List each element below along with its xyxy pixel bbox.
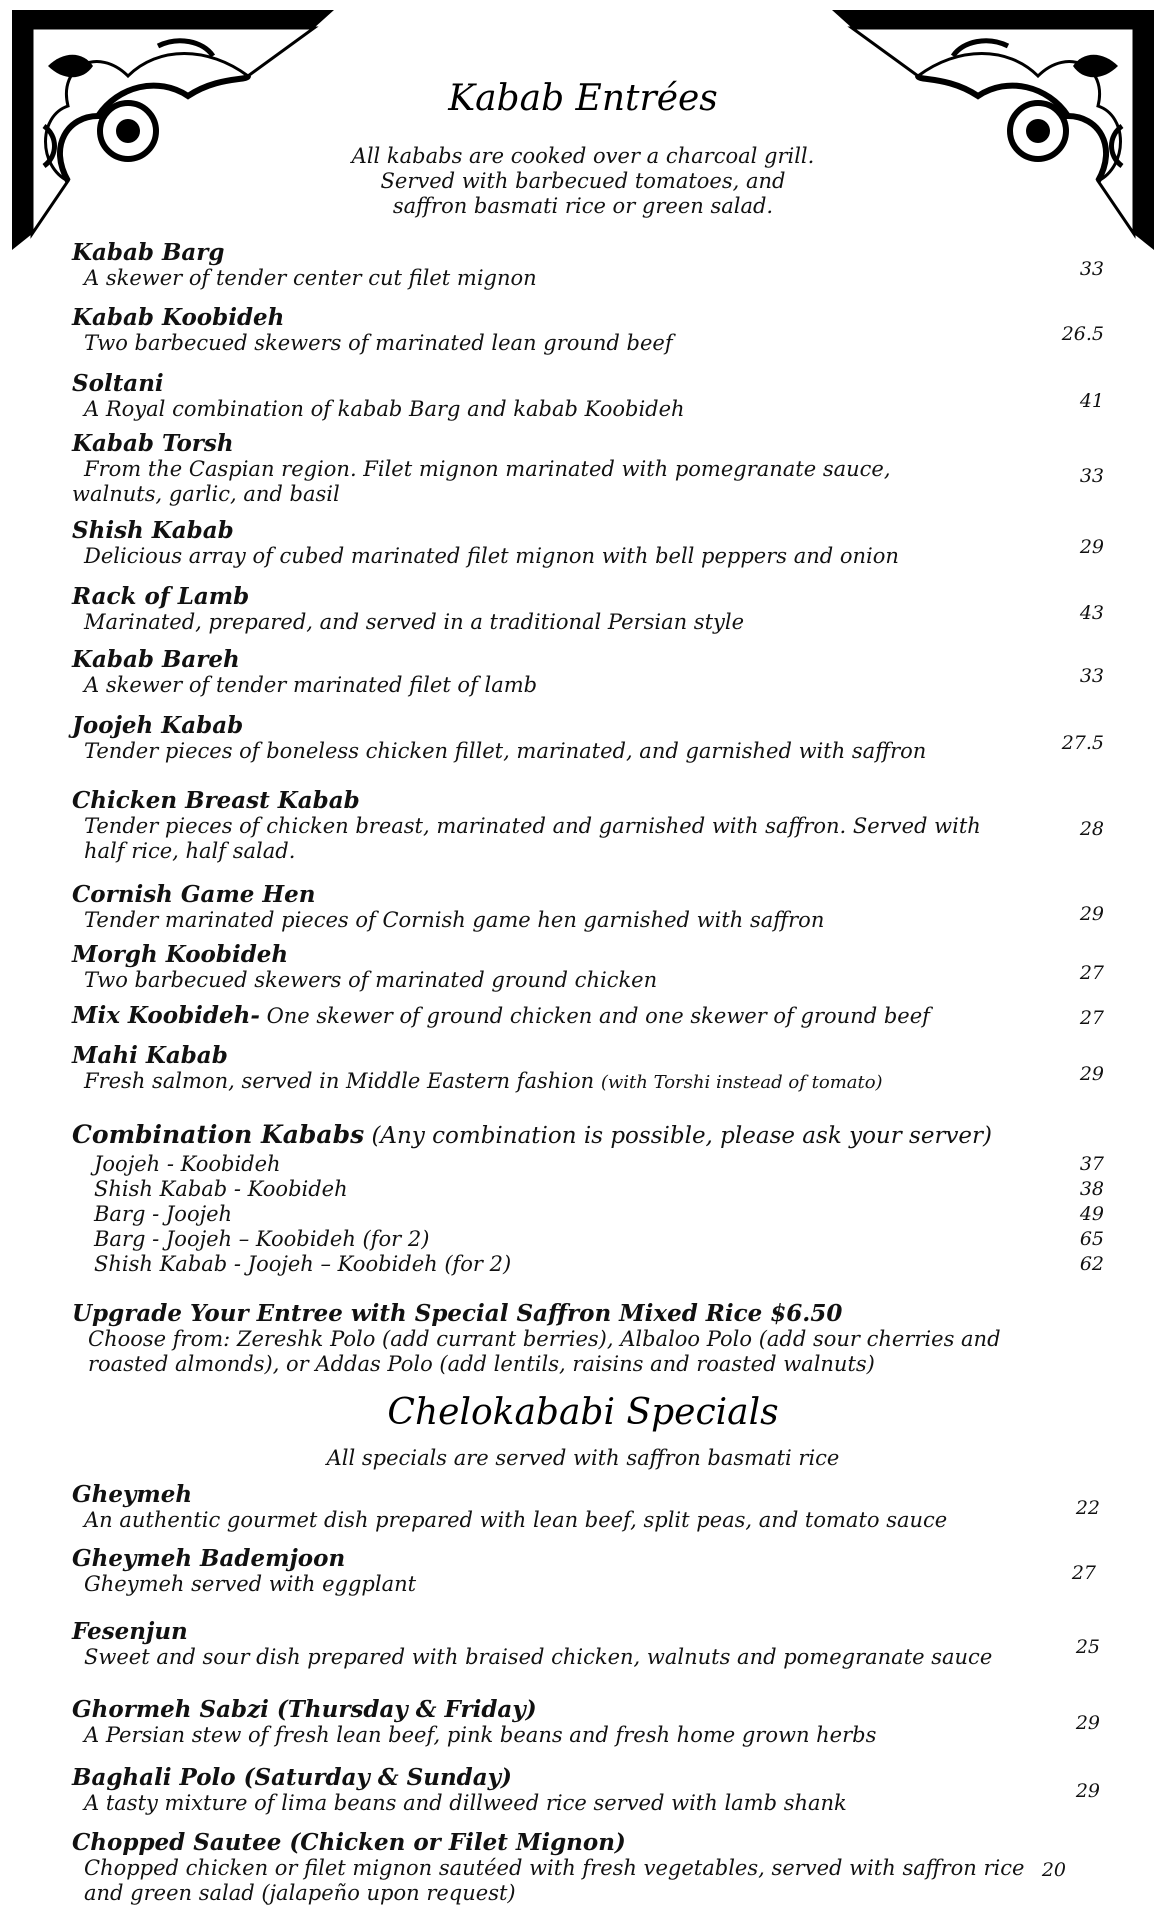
combination-label: Barg - Joojeh bbox=[94, 1202, 233, 1226]
kabab-section-title: Kabab Entrées bbox=[448, 78, 718, 119]
menu-item-mahi-kabab bbox=[72, 1043, 1092, 1095]
upgrade-rice-note bbox=[72, 1301, 1082, 1377]
menu-item-kabab-koobideh bbox=[72, 305, 1092, 356]
item-description: Chopped chicken or filet mignon sautéed with fresh vegetables, served with saffron rice and green salad (jalapeño upon request) bbox=[84, 1856, 1025, 1905]
combination-label: Barg - Joojeh – Koobideh (for 2) bbox=[94, 1227, 430, 1251]
item-description: From the Caspian region. Filet mignon marinated with pomegranate sauce, walnuts, garlic, and basil bbox=[72, 457, 891, 506]
menu-item-chopped-sautee bbox=[72, 1830, 1092, 1906]
item-name: Kabab Bareh bbox=[72, 646, 240, 673]
menu-item-mix-koobideh bbox=[72, 1003, 930, 1029]
intro-line: All kababs are cooked over a charcoal grill. bbox=[351, 144, 815, 168]
item-description-note: (with Torshi instead of tomato) bbox=[600, 1072, 883, 1093]
item-name: Mix Koobideh- bbox=[72, 1002, 260, 1029]
combination-price: 38 bbox=[1079, 1178, 1104, 1200]
item-price: 29 bbox=[1079, 903, 1104, 925]
item-name: Chopped Sautee (Chicken or Filet Mignon) bbox=[72, 1829, 626, 1856]
menu-item-kabab-barg bbox=[72, 240, 1092, 291]
item-name: Cornish Game Hen bbox=[72, 881, 316, 908]
item-name: Kabab Koobideh bbox=[72, 304, 285, 331]
item-description: A Royal combination of kabab Barg and kabab Koobideh bbox=[84, 397, 685, 421]
item-name: Mahi Kabab bbox=[72, 1042, 228, 1069]
item-price: 27 bbox=[1079, 1007, 1104, 1029]
menu-item-kabab-bareh bbox=[72, 647, 1092, 698]
combination-price: 37 bbox=[1079, 1153, 1104, 1175]
item-price: 33 bbox=[1079, 665, 1104, 687]
item-name: Kabab Torsh bbox=[72, 430, 234, 457]
item-name: Shish Kabab bbox=[72, 517, 234, 544]
intro-line: saffron basmati rice or green salad. bbox=[392, 194, 774, 218]
item-name: Fesenjun bbox=[72, 1618, 188, 1645]
combination-kababs-title bbox=[72, 1120, 992, 1149]
combination-label: Shish Kabab - Joojeh – Koobideh (for 2) bbox=[94, 1252, 512, 1276]
combination-row bbox=[94, 1152, 1104, 1177]
item-description: A skewer of tender center cut filet mignon bbox=[84, 266, 537, 290]
combination-row bbox=[94, 1177, 1104, 1202]
item-name: Chicken Breast Kabab bbox=[72, 787, 360, 814]
item-description: Tender marinated pieces of Cornish game hen garnished with saffron bbox=[84, 908, 825, 932]
item-name: Baghali Polo (Saturday & Sunday) bbox=[72, 1764, 512, 1791]
specials-section-intro: All specials are served with saffron basmati rice bbox=[326, 1446, 840, 1470]
item-name: Soltani bbox=[72, 370, 164, 397]
item-description-main: Fresh salmon, served in Middle Eastern fashion bbox=[84, 1069, 595, 1093]
item-price: 20 bbox=[1041, 1859, 1066, 1881]
menu-item-chicken-breast-kabab bbox=[72, 788, 1092, 864]
combination-price: 65 bbox=[1079, 1228, 1104, 1250]
specials-section-title: Chelokababi Specials bbox=[387, 1392, 779, 1433]
item-description: One skewer of ground chicken and one skewer of ground beef bbox=[259, 1004, 930, 1028]
item-name: Rack of Lamb bbox=[72, 583, 250, 610]
item-price: 25 bbox=[1075, 1636, 1100, 1658]
combination-title: Combination Kababs bbox=[72, 1120, 365, 1149]
menu-item-fesenjun bbox=[72, 1619, 1092, 1670]
item-name: Joojeh Kabab bbox=[72, 712, 244, 739]
item-price: 43 bbox=[1079, 602, 1104, 624]
menu-item-shish-kabab bbox=[72, 518, 1092, 569]
item-description: A tasty mixture of lima beans and dillweed rice served with lamb shank bbox=[84, 1791, 847, 1815]
item-price: 33 bbox=[1079, 258, 1104, 280]
item-description bbox=[72, 1069, 1034, 1095]
combination-price: 49 bbox=[1079, 1203, 1104, 1225]
menu-item-rack-of-lamb bbox=[72, 584, 1092, 635]
item-name: Morgh Koobideh bbox=[72, 941, 289, 968]
item-description: An authentic gourmet dish prepared with lean beef, split peas, and tomato sauce bbox=[84, 1508, 948, 1532]
item-description: A Persian stew of fresh lean beef, pink beans and fresh home grown herbs bbox=[84, 1723, 877, 1747]
menu-item-ghormeh-sabzi bbox=[72, 1697, 1092, 1748]
combination-row bbox=[94, 1202, 1104, 1227]
item-description: Two barbecued skewers of marinated ground chicken bbox=[84, 968, 658, 992]
item-price: 29 bbox=[1079, 536, 1104, 558]
upgrade-description: Choose from: Zereshk Polo (add currant berries), Albaloo Polo (add sour cherries and roasted almonds), or Addas Polo (add lentils, raisins and roasted walnuts) bbox=[88, 1327, 1001, 1376]
combination-price: 62 bbox=[1079, 1253, 1104, 1275]
menu-item-gheymeh bbox=[72, 1482, 1092, 1533]
item-description: Sweet and sour dish prepared with braised chicken, walnuts and pomegranate sauce bbox=[84, 1645, 993, 1669]
item-description: Marinated, prepared, and served in a traditional Persian style bbox=[84, 610, 745, 634]
item-name: Kabab Barg bbox=[72, 239, 225, 266]
item-price: 26.5 bbox=[1061, 323, 1104, 345]
menu-item-baghali-polo bbox=[72, 1765, 1092, 1816]
item-name: Gheymeh bbox=[72, 1481, 193, 1508]
item-description: A skewer of tender marinated filet of lamb bbox=[84, 673, 538, 697]
item-price: 27 bbox=[1079, 962, 1104, 984]
menu-item-soltani bbox=[72, 371, 1092, 422]
menu-item-morgh-koobideh bbox=[72, 942, 1092, 993]
item-description: Tender pieces of boneless chicken fillet, marinated, and garnished with saffron bbox=[84, 739, 927, 763]
combination-note: (Any combination is possible, please ask your server) bbox=[364, 1123, 993, 1149]
upgrade-title: Upgrade Your Entree with Special Saffron Mixed Rice $6.50 bbox=[72, 1300, 843, 1327]
item-name: Gheymeh Bademjoon bbox=[72, 1545, 346, 1572]
item-price: 28 bbox=[1079, 818, 1104, 840]
item-name: Ghormeh Sabzi (Thursday & Friday) bbox=[72, 1696, 537, 1723]
intro-line: Served with barbecued tomatoes, and bbox=[380, 169, 786, 193]
combination-label: Shish Kabab - Koobideh bbox=[94, 1177, 348, 1201]
item-price: 29 bbox=[1079, 1063, 1104, 1085]
combination-label: Joojeh - Koobideh bbox=[94, 1152, 281, 1176]
combination-row bbox=[94, 1252, 1104, 1277]
item-price: 27.5 bbox=[1061, 732, 1104, 754]
item-description: Tender pieces of chicken breast, marinated and garnished with saffron. Served with half rice, half salad. bbox=[84, 814, 981, 863]
item-price: 29 bbox=[1075, 1780, 1100, 1802]
item-price: 29 bbox=[1075, 1712, 1100, 1734]
item-description: Delicious array of cubed marinated filet mignon with bell peppers and onion bbox=[84, 544, 899, 568]
menu-item-gheymeh-bademjoon bbox=[72, 1546, 1092, 1597]
item-description: Two barbecued skewers of marinated lean ground beef bbox=[84, 331, 673, 355]
item-description: Gheymeh served with eggplant bbox=[84, 1572, 417, 1596]
menu-item-joojeh-kabab bbox=[72, 713, 1092, 764]
kabab-section-intro bbox=[0, 144, 1166, 219]
combination-row bbox=[94, 1227, 1104, 1252]
item-price: 22 bbox=[1075, 1497, 1100, 1519]
menu-item-kabab-torsh bbox=[72, 431, 1092, 507]
menu-item-cornish-game-hen bbox=[72, 882, 1092, 933]
item-price: 27 bbox=[1071, 1562, 1096, 1584]
item-price: 41 bbox=[1079, 390, 1104, 412]
item-price: 33 bbox=[1079, 465, 1104, 487]
